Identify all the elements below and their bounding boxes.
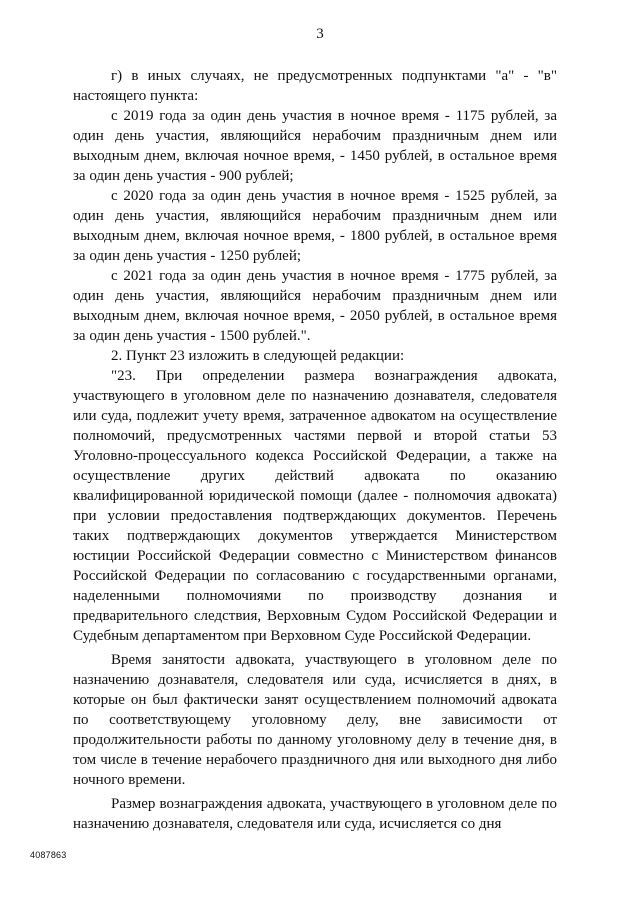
paragraph-item-23: "23. При определении размера вознаграждения адвоката, участвующего в уголовном деле по назначению дознавателя, следователя или суда, подлежит учету время, затраченное адвокатом на осуществление полномочий, предусмотренных частями первой и второй статьи 53 Уголовно-процессуального кодекса Российской Федерации, а также на осуществление других действий адвоката по оказанию квалифицированной юридической помощи (далее - полномочия адвоката) при условии предоставления подтверждающих документов. Перечень таких подтверждающих документов утверждается Министерством юстиции Российской Федерации совместно с Министерством финансов Российской Федерации по согласованию с государственными органами, наделенными полномочиями по производству дознания и предварительного следствия, Верховным Судом Российской Федерации и Судебным департаментом при Верховном Суде Российской Федерации. xyxy=(73,368,557,644)
paragraph-fee-calculation: Размер вознаграждения адвоката, участвующего в уголовном деле по назначению дознавателя, следователя или суда, исчисляется со дня xyxy=(73,796,557,832)
document-body xyxy=(73,66,557,834)
page-number: 3 xyxy=(316,26,324,42)
document-code: 4087863 xyxy=(30,850,67,860)
paragraph-item-2: 2. Пункт 23 изложить в следующей редакции: xyxy=(111,348,405,364)
paragraph-lawyer-time: Время занятости адвоката, участвующего в уголовном деле по назначению дознавателя, следователя или суда, исчисляется в днях, в которые он был фактически занят осуществлением полномочий адвоката по соответствующему уголовному делу, вне зависимости от продолжительности работы по данному уголовному делу в течение дня, в том числе в течение нерабочего праздничного дня или выходного дня либо ночного времени. xyxy=(73,652,557,788)
paragraph-2021-rates: с 2021 года за один день участия в ночное время - 1775 рублей, за один день участия, являющийся нерабочим праздничным днем или выходным днем, включая ночное время, - 2050 рублей, в остальное время за один день участия - 1500 рублей.". xyxy=(73,268,557,344)
paragraph-2020-rates: с 2020 года за один день участия в ночное время - 1525 рублей, за один день участия, являющийся нерабочим праздничным днем или выходным днем, включая ночное время, - 1800 рублей, в остальное время за один день участия - 1250 рублей; xyxy=(73,188,557,264)
paragraph-2019-rates: с 2019 года за один день участия в ночное время - 1175 рублей, за один день участия, являющийся нерабочим праздничным днем или выходным днем, включая ночное время, - 1450 рублей, в остальное время за один день участия - 900 рублей; xyxy=(73,108,557,184)
paragraph-subitem-g: г) в иных случаях, не предусмотренных подпунктами "а" - "в" настоящего пункта: xyxy=(73,68,557,104)
